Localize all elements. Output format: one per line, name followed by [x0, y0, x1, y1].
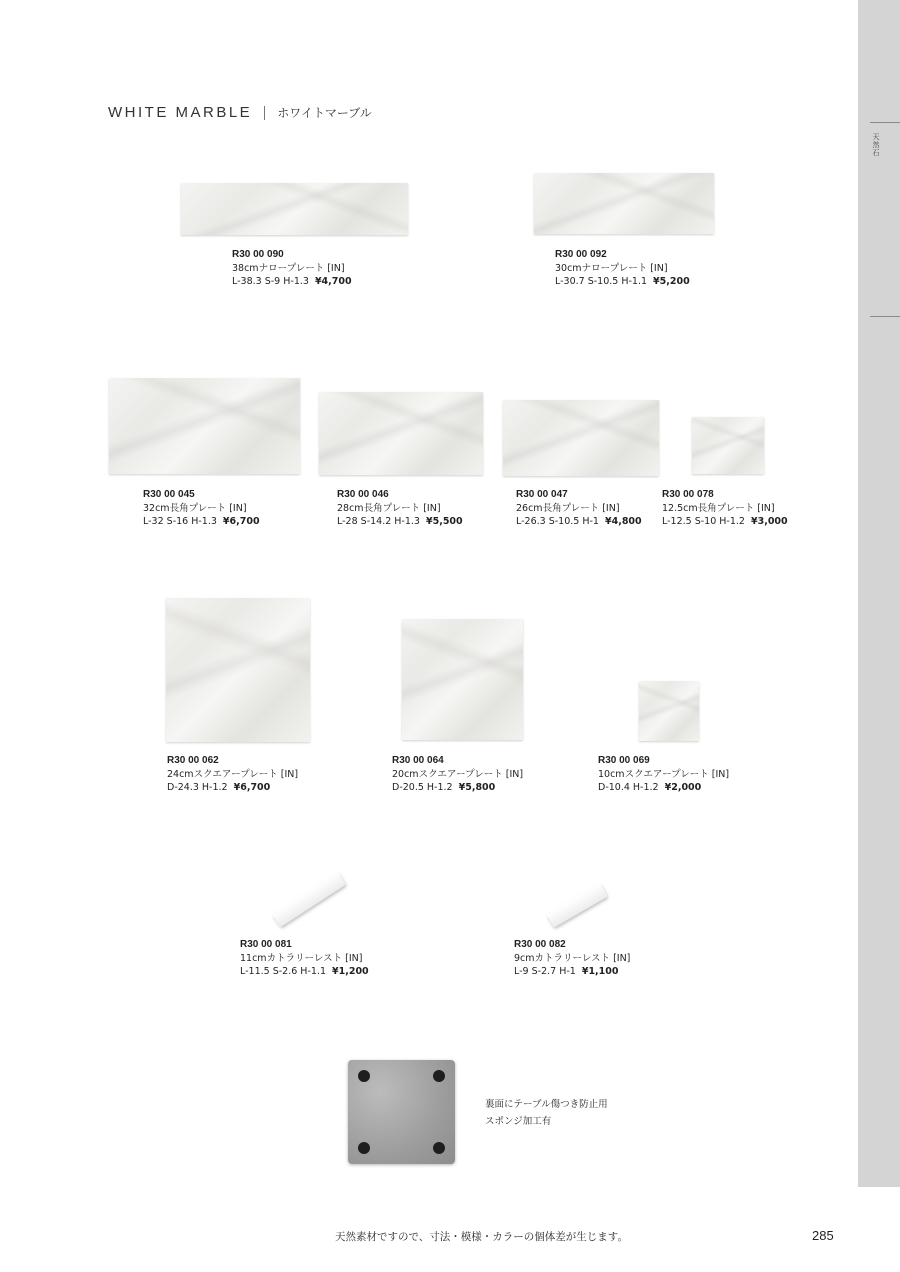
sponge-pad — [433, 1142, 445, 1154]
product-caption — [514, 938, 630, 979]
product-code: R30 00 092 — [555, 249, 607, 260]
product-code: R30 00 081 — [240, 939, 292, 950]
product-price: ¥6,700 — [233, 782, 271, 794]
product-name: 38cmナロープレート [IN] — [232, 262, 345, 274]
product-name: 32cm長角プレート [IN] — [143, 502, 247, 514]
product-caption — [598, 754, 729, 795]
page-number: 285 — [812, 1228, 834, 1243]
product-price: ¥5,800 — [458, 782, 496, 794]
sidebar-category-label: 天然石 — [872, 133, 880, 157]
product-image-rect-26 — [503, 400, 659, 476]
product-code: R30 00 062 — [167, 755, 219, 766]
product-code: R30 00 078 — [662, 489, 714, 500]
product-image-square-10 — [639, 681, 699, 741]
product-caption — [392, 754, 523, 795]
product-price: ¥4,700 — [314, 276, 352, 288]
product-price: ¥1,200 — [332, 966, 369, 978]
sidebar-divider-bottom — [870, 316, 900, 317]
product-caption — [516, 488, 642, 529]
title-jp: ホワイトマーブル — [277, 106, 372, 120]
product-caption — [143, 488, 260, 529]
product-size: L-28 S-14.2 H-1.3 — [337, 516, 420, 528]
product-image-square-20 — [402, 619, 523, 740]
product-name: 10cmスクエアープレート [IN] — [598, 768, 730, 780]
product-size: L-11.5 S-2.6 H-1.1 — [240, 966, 326, 978]
product-image-square-24 — [166, 598, 310, 742]
product-caption — [167, 754, 298, 795]
product-size: D-24.3 H-1.2 — [167, 782, 228, 794]
product-caption — [232, 248, 352, 289]
product-image-rect-32 — [109, 378, 300, 474]
product-code: R30 00 090 — [232, 249, 284, 260]
title-en: WHITE MARBLE — [108, 104, 253, 121]
sidebar-tab — [858, 0, 900, 1187]
product-name: 24cmスクエアープレート [IN] — [167, 768, 299, 780]
sponge-pad — [358, 1142, 370, 1154]
product-caption — [240, 938, 369, 979]
product-price: ¥2,000 — [664, 782, 702, 794]
sponge-backing-image — [348, 1060, 455, 1164]
title-separator — [264, 106, 265, 120]
product-price: ¥5,200 — [653, 276, 690, 288]
product-image-rect-12-5 — [692, 417, 764, 474]
product-image-narrow-30 — [534, 173, 714, 234]
product-name: 11cmカトラリーレスト [IN] — [240, 952, 363, 964]
sponge-note — [485, 1096, 608, 1130]
product-name: 20cmスクエアープレート [IN] — [392, 768, 524, 780]
product-image-narrow-38 — [181, 183, 408, 235]
sidebar-divider-top — [870, 122, 900, 123]
product-price: ¥1,100 — [581, 966, 619, 978]
product-name: 26cm長角プレート [IN] — [516, 502, 620, 514]
product-code: R30 00 045 — [143, 489, 195, 500]
product-price: ¥4,800 — [604, 516, 642, 528]
sponge-note-line1: 裏面にテーブル傷つき防止用 — [485, 1099, 608, 1110]
product-code: R30 00 064 — [392, 755, 444, 766]
product-size: L-12.5 S-10 H-1.2 — [662, 516, 745, 528]
product-name: 12.5cm長角プレート [IN] — [662, 502, 775, 514]
product-caption — [662, 488, 788, 529]
footer-note: 天然素材ですので、寸法・模様・カラーの個体差が生じます。 — [335, 1231, 628, 1243]
product-name: 28cm長角プレート [IN] — [337, 502, 441, 514]
product-price: ¥5,500 — [425, 516, 463, 528]
product-size: L-26.3 S-10.5 H-1 — [516, 516, 599, 528]
product-size: D-10.4 H-1.2 — [598, 782, 659, 794]
product-image-cutlery-rest-9 — [546, 884, 607, 928]
page-heading — [108, 104, 372, 121]
product-size: D-20.5 H-1.2 — [392, 782, 453, 794]
product-code: R30 00 047 — [516, 489, 568, 500]
sponge-note-line2: スポンジ加工有 — [485, 1116, 552, 1127]
product-name: 30cmナロープレート [IN] — [555, 262, 668, 274]
product-code: R30 00 069 — [598, 755, 650, 766]
product-code: R30 00 082 — [514, 939, 566, 950]
product-size: L-32 S-16 H-1.3 — [143, 516, 217, 528]
product-size: L-30.7 S-10.5 H-1.1 — [555, 276, 648, 288]
product-price: ¥6,700 — [222, 516, 260, 528]
sponge-pad — [358, 1070, 370, 1082]
sponge-pad — [433, 1070, 445, 1082]
product-price: ¥3,000 — [750, 516, 788, 528]
product-code: R30 00 046 — [337, 489, 389, 500]
product-name: 9cmカトラリーレスト [IN] — [514, 952, 631, 964]
product-image-rect-28 — [319, 392, 483, 475]
product-size: L-9 S-2.7 H-1 — [514, 966, 576, 978]
product-caption — [337, 488, 463, 529]
product-size: L-38.3 S-9 H-1.3 — [232, 276, 309, 288]
product-caption — [555, 248, 690, 289]
product-image-cutlery-rest-11 — [272, 872, 346, 927]
